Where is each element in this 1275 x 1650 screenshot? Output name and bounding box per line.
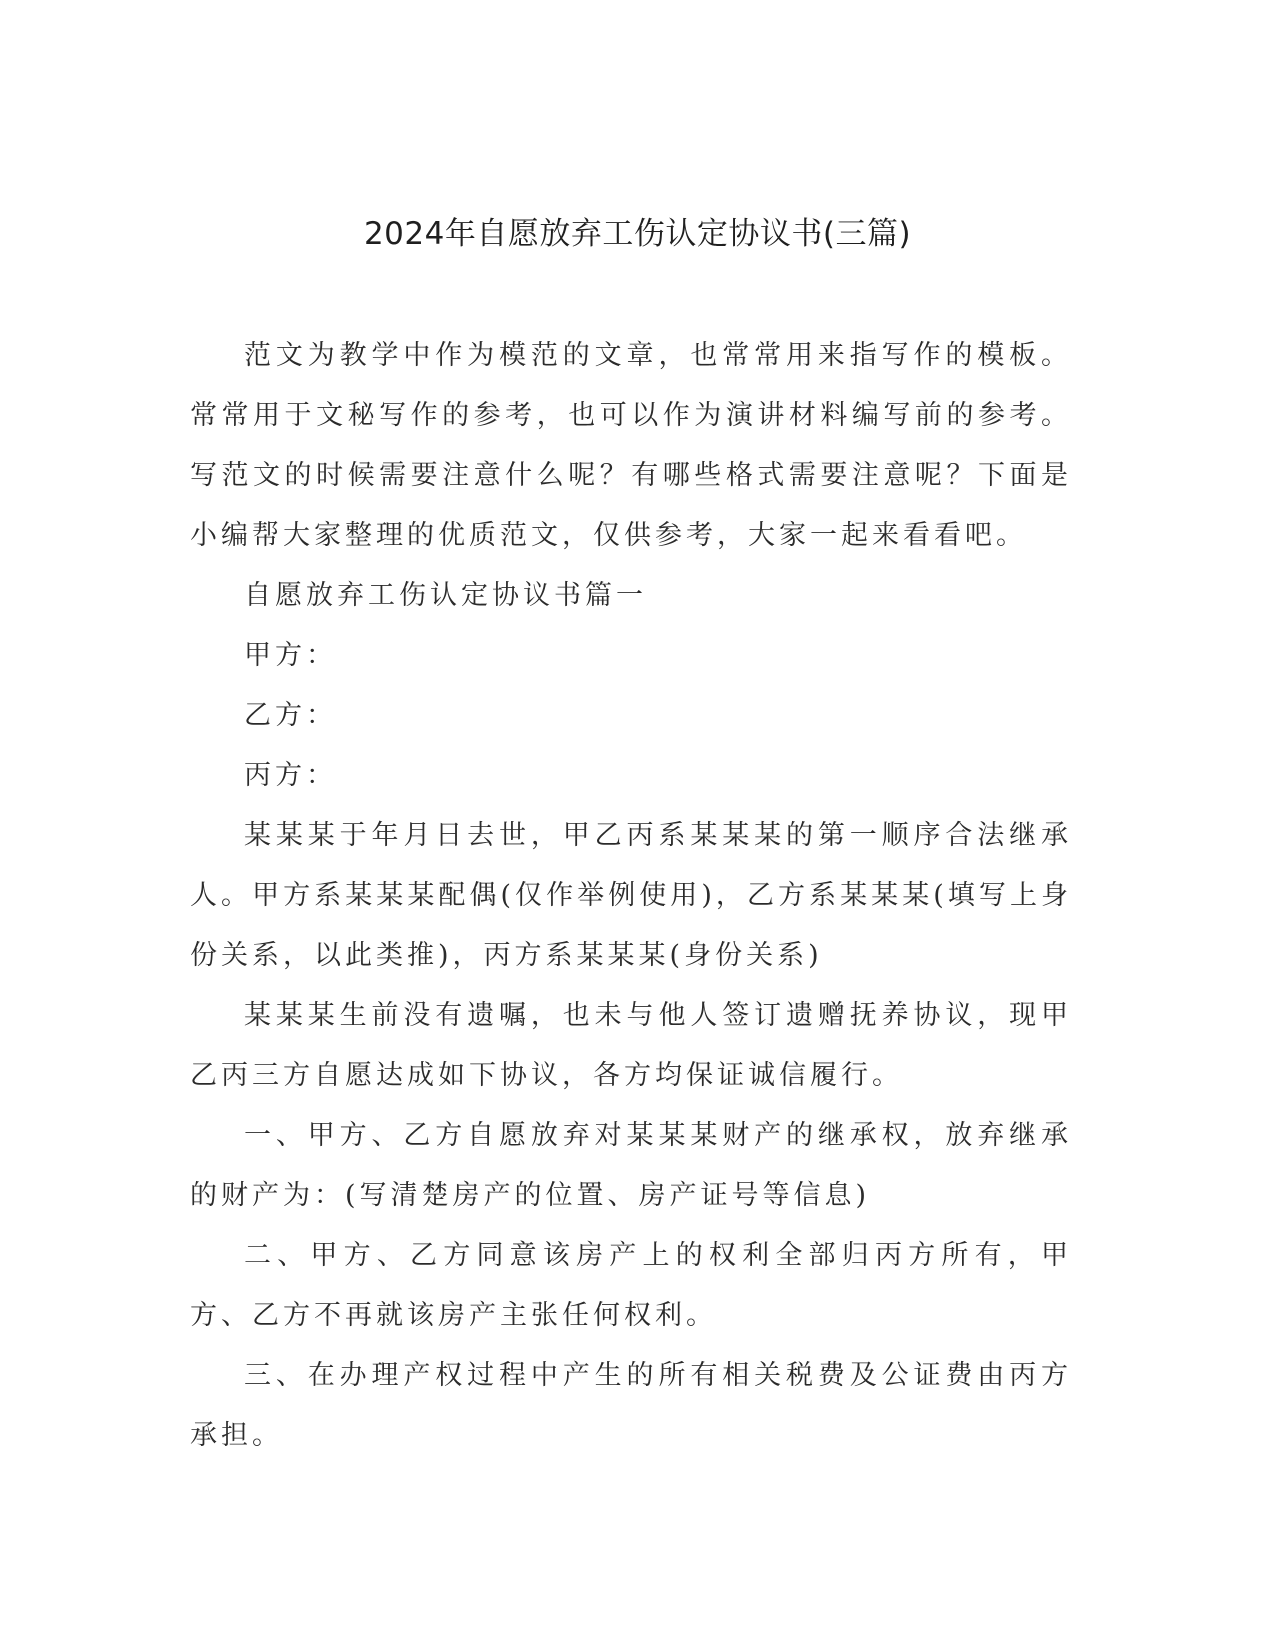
party-b-line: 乙方： — [244, 700, 337, 731]
clause-3: 三、在办理产权过程中产生的所有相关税费及公证费由丙方承担。 — [190, 1360, 1072, 1451]
section-heading: 自愿放弃工伤认定协议书篇一 — [244, 580, 647, 611]
paragraph-heirs: 某某某于年月日去世，甲乙丙系某某某的第一顺序合法继承人。甲方系某某某配偶(仅作举例使用)，乙方系某某某(填写上身份关系，以此类推)，丙方系某某某(身份关系) — [190, 820, 1072, 971]
document-body — [190, 326, 1072, 1466]
party-c-line: 丙方： — [244, 760, 337, 791]
party-a-line: 甲方： — [244, 640, 337, 671]
paragraph-no-will: 某某某生前没有遗嘱，也未与他人签订遗赠抚养协议，现甲乙丙三方自愿达成如下协议，各方均保证诚信履行。 — [190, 1000, 1072, 1091]
document-title: 2024年自愿放弃工伤认定协议书(三篇) — [363, 216, 912, 252]
paragraph-intro: 范文为教学中作为模范的文章，也常常用来指写作的模板。常常用于文秘写作的参考，也可以作为演讲材料编写前的参考。写范文的时候需要注意什么呢？有哪些格式需要注意呢？下面是小编帮大家整理的优质范文，仅供参考，大家一起来看看吧。 — [190, 340, 1072, 551]
clause-2: 二、甲方、乙方同意该房产上的权利全部归丙方所有，甲方、乙方不再就该房产主张任何权利。 — [190, 1240, 1072, 1331]
clause-1: 一、甲方、乙方自愿放弃对某某某财产的继承权，放弃继承的财产为：(写清楚房产的位置、房产证号等信息) — [190, 1120, 1072, 1211]
